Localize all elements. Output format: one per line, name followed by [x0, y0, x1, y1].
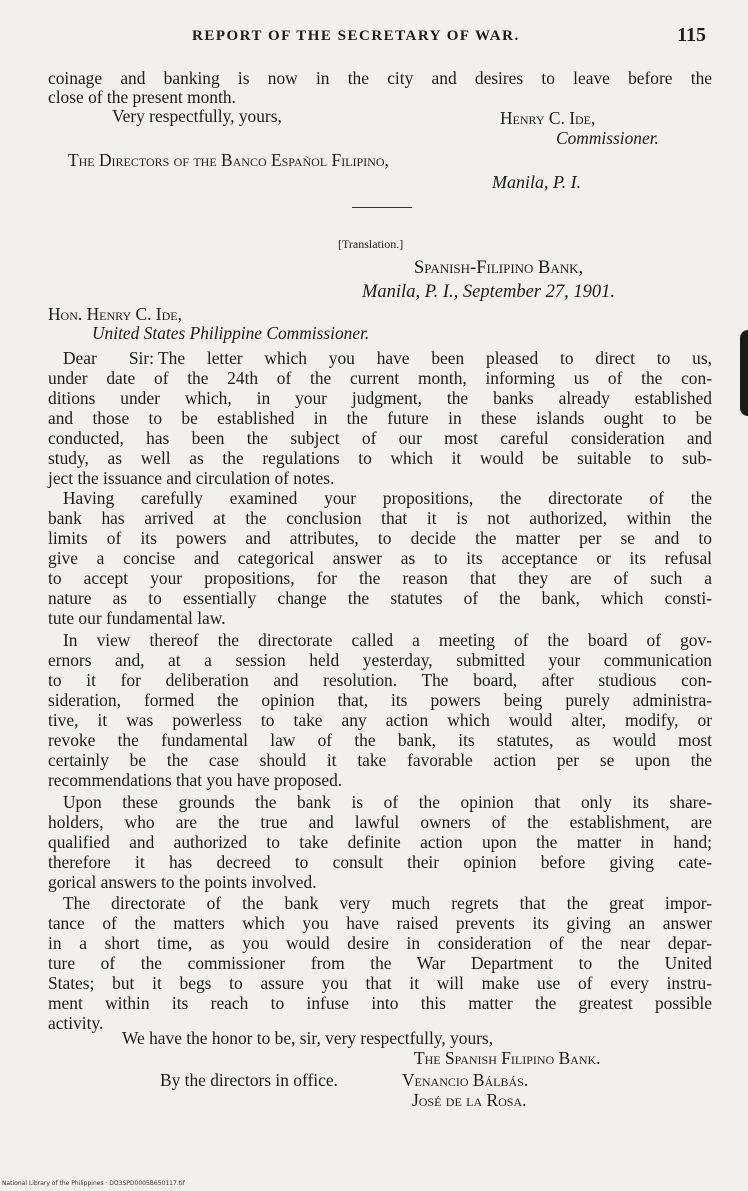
salutation: Dear Sir: [63, 348, 154, 368]
body-line: nature as to essentially change the statutes of the bank, which consti- [48, 588, 712, 608]
top-signer-title: Commissioner. [556, 128, 659, 148]
body-line: limits of its powers and attributes, to decide the matter per se and to [48, 528, 712, 548]
closing-line: We have the honor to be, sir, very respectfully, yours, [122, 1028, 494, 1048]
body-line: In view thereof the directorate called a meeting of the board of gov- [63, 630, 712, 650]
scan-footer: National Library of the Philippines · DO3SPD0005B650117.tif [2, 1180, 185, 1187]
body-line: qualified and authorized to take definite action upon the matter in hand; [48, 832, 712, 852]
body-line: tance of the matters which you have raised prevents its giving an answer [48, 913, 712, 933]
body-line: ture of the commissioner from the War Department to the United [48, 953, 712, 973]
body-line: gorical answers to the points involved. [48, 872, 317, 892]
body-line: holders, who are the true and lawful owners of the establishment, are [48, 812, 712, 832]
body-line: give a concise and categorical answer as to its acceptance or its refusal [48, 548, 712, 568]
running-header [52, 24, 712, 52]
body-line: certainly be the case should it take favorable action per se upon the [48, 750, 712, 770]
top-line-1: coinage and banking is now in the city and desires to leave before the [48, 68, 712, 88]
top-closing: Very respectfully, yours, [112, 106, 282, 126]
closing-by: By the directors in office. [160, 1070, 338, 1090]
body-line: tive, it was powerless to take any action which would alter, modify, or [48, 710, 712, 730]
recipient-title: United States Philippine Commissioner. [92, 323, 370, 343]
body-line: ernors and, at a session held yesterday, submitted your communication [48, 650, 712, 670]
translation-note: [Translation.] [338, 237, 404, 251]
section-divider [352, 207, 412, 208]
body-line: activity. [48, 1013, 104, 1033]
body-line: conducted, has been the subject of our most careful consideration and [48, 428, 712, 448]
addressee: The Directors of the Banco Español Filipino, [68, 150, 389, 170]
body-line: sideration, formed the opinion that, its powers being purely administra- [48, 690, 712, 710]
scan-edge-mark [740, 330, 748, 416]
body-line: ject the issuance and circulation of notes. [48, 468, 335, 488]
body-line: ditions under which, in your judgment, the banks already established [48, 388, 712, 408]
body-line: bank has arrived at the conclusion that it is not authorized, within the [48, 508, 712, 528]
body-line: The letter which you have been pleased to direct to us, [158, 348, 712, 368]
letterhead-place-date: Manila, P. I., September 27, 1901. [362, 282, 615, 302]
body-line: Having carefully examined your propositions, the directorate of the [63, 488, 712, 508]
letterhead-bank: Spanish-Filipino Bank, [414, 258, 584, 278]
addressee-place: Manila, P. I. [492, 172, 582, 192]
body-line: in a short time, as you would desire in consideration of the near depar- [48, 933, 712, 953]
header-title: REPORT OF THE SECRETARY OF WAR. [192, 28, 520, 44]
body-line: tute our fundamental law. [48, 608, 226, 628]
body-line: recommendations that you have proposed. [48, 770, 343, 790]
recipient-name: Hon. Henry C. Ide, [48, 304, 182, 324]
director-2: José de la Rosa. [412, 1090, 527, 1110]
body-line: Upon these grounds the bank is of the opinion that only its share- [63, 792, 712, 812]
body-line: ment within its reach to infuse into this matter the greatest possible [48, 993, 712, 1013]
body-line: study, as well as the regulations to which it would be suitable to sub- [48, 448, 712, 468]
body-line: revoke the fundamental law of the bank, its statutes, as would most [48, 730, 712, 750]
page-number: 115 [677, 24, 706, 46]
body-line: to it for deliberation and resolution. The board, after studious con- [48, 670, 712, 690]
director-1: Venancio Bálbás. [402, 1070, 529, 1090]
body-line: States; but it begs to assure you that it will make use of every instru- [48, 973, 712, 993]
closing-bank: The Spanish Filipino Bank. [414, 1048, 601, 1068]
body-line: under date of the 24th of the current month, informing us of the con- [48, 368, 712, 388]
body-line: The directorate of the bank very much regrets that the great impor- [63, 893, 712, 913]
body-line: and those to be established in the future in these islands ought to be [48, 408, 712, 428]
body-line: therefore it has decreed to consult their opinion before giving cate- [48, 852, 712, 872]
body-line: to accept your propositions, for the reason that they are of such a [48, 568, 712, 588]
top-line-2: close of the present month. [48, 87, 236, 107]
top-signer: Henry C. Ide, [500, 108, 596, 128]
